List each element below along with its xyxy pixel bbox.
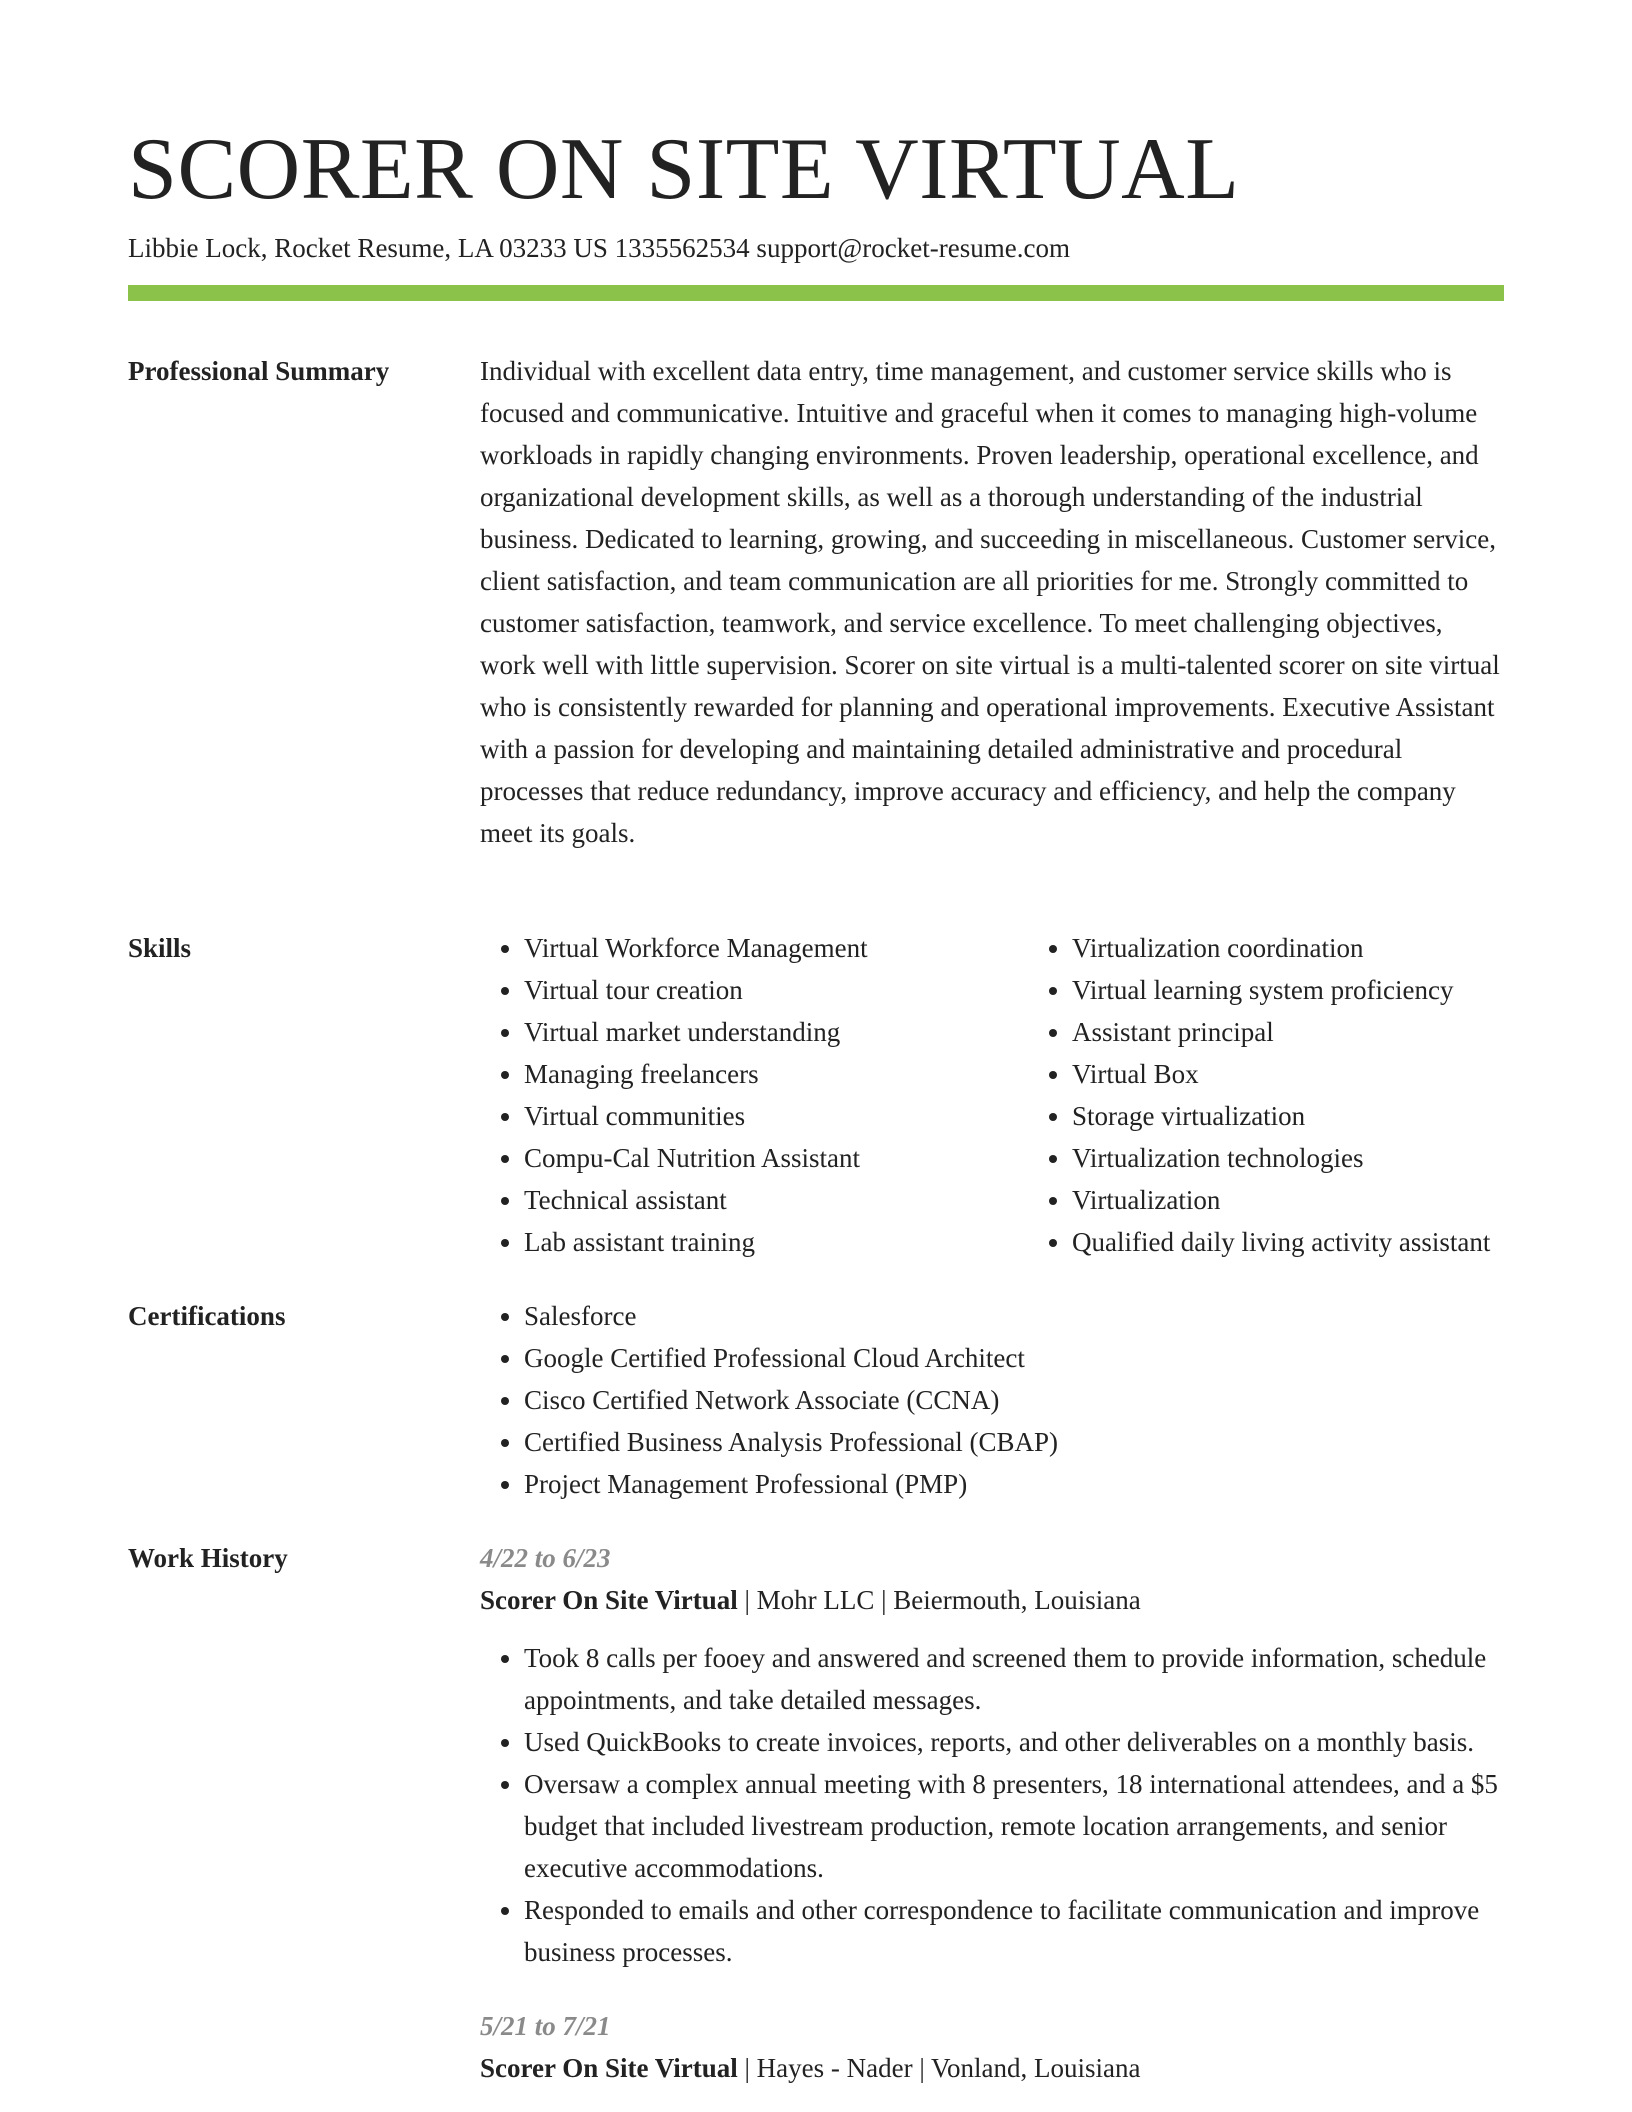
skill-item: • Virtual tour creation: [524, 969, 1028, 1011]
summary-text: Individual with excellent data entry, time management, and customer service skills who is focused and communicative. Intuitive and graceful when it comes to managing high-volume workloads in rapidly changing environments. Proven leadership, operational excellence, and organizational development skills, as well as a thorough understanding of the industrial business. Dedicated to learning, growing, and succeeding in miscellaneous. Customer service, client satisfaction, and team communication are all priorities for me. Strongly committed to customer satisfaction, teamwork, and service excellence. To meet challenging objectives, work well with little supervision. Scorer on site virtual is a multi-talented scorer on site virtual who is consistently rewarded for planning and operational improvements. Executive Assistant with a passion for developing and maintaining detailed administrative and procedural processes that reduce redundancy, improve accuracy and efficiency, and help the company meet its goals.: [480, 356, 1500, 848]
skill-item: • Storage virtualization: [1072, 1095, 1576, 1137]
skill-item: • Qualified daily living activity assistant: [1072, 1221, 1576, 1263]
job-bullet: • Used QuickBooks to create invoices, reports, and other deliverables on a monthly basis.: [524, 1721, 1504, 1763]
contact-line: Libbie Lock, Rocket Resume, LA 03233 US 1335562534 support@rocket-resume.com: [128, 233, 1070, 263]
job-bullet: • Oversaw a complex annual meeting with 8 presenters, 18 international attendees, and a $5 budget that included livestream production, remote location arrangements, and senior executive accommodations.: [524, 1763, 1504, 1889]
skill-item: • Virtual communities: [524, 1095, 1028, 1137]
job-title: Scorer On Site Virtual: [480, 1585, 738, 1615]
skills-column-left: [480, 927, 1028, 1263]
certification-item: • Cisco Certified Network Associate (CCNA): [524, 1379, 1504, 1421]
certification-item: • Certified Business Analysis Professional (CBAP): [524, 1421, 1504, 1463]
job-bullet: • Responded to emails and other correspondence to facilitate communication and improve business processes.: [524, 1889, 1504, 1973]
certifications-heading: Certifications: [128, 1301, 286, 1331]
skill-item: • Lab assistant training: [524, 1221, 1028, 1263]
job-entry: [480, 2005, 1504, 2089]
job-title: Scorer On Site Virtual: [480, 2053, 738, 2083]
work-history: [480, 1537, 1504, 2089]
job-heading: [480, 1579, 1504, 1621]
skills-list: [480, 927, 1504, 1263]
certification-item: • Salesforce: [524, 1295, 1504, 1337]
job-heading: [480, 2047, 1504, 2089]
certification-item: • Project Management Professional (PMP): [524, 1463, 1504, 1505]
summary-heading: Professional Summary: [128, 356, 390, 386]
skill-item: • Virtualization: [1072, 1179, 1576, 1221]
skill-item: • Virtual market understanding: [524, 1011, 1028, 1053]
skill-item: • Virtualization coordination: [1072, 927, 1576, 969]
candidate-name: SCORER ON SITE VIRTUAL: [128, 121, 1240, 218]
job-dates: 4/22 to 6/23: [480, 1543, 611, 1573]
certification-item: • Google Certified Professional Cloud Architect: [524, 1337, 1504, 1379]
skill-item: • Managing freelancers: [524, 1053, 1028, 1095]
skill-item: • Compu-Cal Nutrition Assistant: [524, 1137, 1028, 1179]
certifications-list: [480, 1295, 1504, 1505]
skill-item: • Assistant principal: [1072, 1011, 1576, 1053]
job-dates: 5/21 to 7/21: [480, 2011, 611, 2041]
skill-item: • Virtualization technologies: [1072, 1137, 1576, 1179]
skills-column-right: [1028, 927, 1576, 1263]
skills-heading: Skills: [128, 933, 192, 963]
job-entry: [480, 1537, 1504, 1973]
job-bullets: [480, 1637, 1504, 1973]
job-details: | Hayes - Nader | Vonland, Louisiana: [737, 2053, 1141, 2083]
job-details: | Mohr LLC | Beiermouth, Louisiana: [737, 1585, 1141, 1615]
skill-item: • Technical assistant: [524, 1179, 1028, 1221]
skill-item: • Virtual Box: [1072, 1053, 1576, 1095]
job-bullet: • Took 8 calls per fooey and answered and screened them to provide information, schedule appointments, and take detailed messages.: [524, 1637, 1504, 1721]
work-history-heading: Work History: [128, 1543, 288, 1573]
accent-divider: [128, 285, 1504, 301]
skill-item: • Virtual Workforce Management: [524, 927, 1028, 969]
skill-item: • Virtual learning system proficiency: [1072, 969, 1576, 1011]
